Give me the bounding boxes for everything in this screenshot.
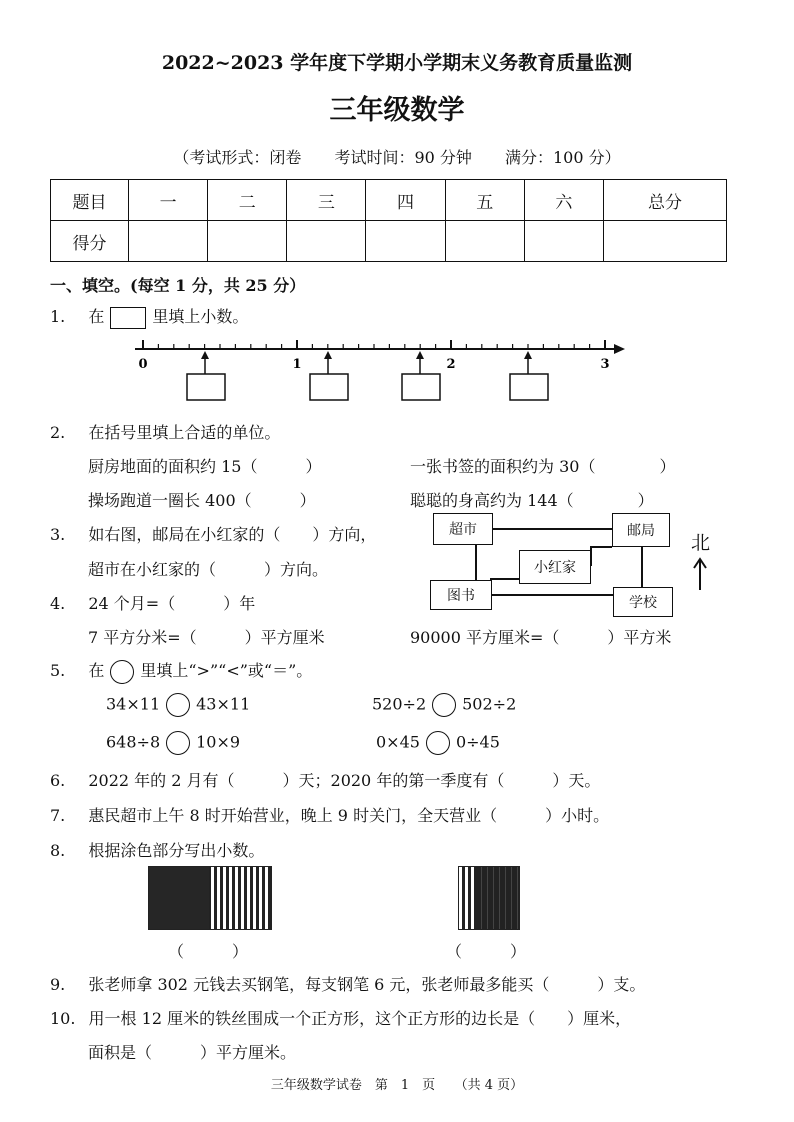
score-label: 得分: [51, 221, 129, 262]
score-table-cell: 六: [524, 180, 603, 221]
question-number: 4.: [50, 594, 66, 613]
expr-right: 43×11: [196, 694, 251, 714]
shaded-square-striped: [210, 866, 272, 930]
answer-box-3: [402, 374, 440, 400]
exam-info: [0, 145, 794, 168]
compare-circle-icon[interactable]: [426, 731, 450, 755]
score-table-cell: 五: [445, 180, 524, 221]
section-title: 一、填空。(每空 1 分，共 25 分）: [50, 276, 306, 295]
q3-line2: 超市在小红家的（ ）方向。: [88, 560, 329, 579]
number-line-ticks: [143, 340, 605, 349]
score-table-cell: 二: [208, 180, 287, 221]
compare-circle-icon: [110, 660, 134, 684]
tick-label-0: 0: [138, 357, 148, 372]
q8-text: 根据涂色部分写出小数。: [88, 841, 265, 860]
answer-pointer-4: [510, 351, 548, 400]
expr-right: 0÷45: [455, 732, 500, 752]
map-library: 图书: [430, 580, 492, 610]
question-10: [50, 1006, 631, 1029]
score-table-cell: 一: [129, 180, 208, 221]
exam-form: （考试形式：闭卷: [173, 148, 302, 167]
tick-label-2: 2: [446, 357, 456, 372]
north-label: 北: [691, 532, 711, 554]
score-cell-blank[interactable]: [129, 221, 208, 262]
question-2: [50, 420, 280, 443]
map-school: 学校: [613, 587, 673, 617]
q5-row-c: [106, 731, 240, 755]
score-table-cell: 三: [287, 180, 366, 221]
q6-text: 2022 年的 2 月有（ ）天；2020 年的第一季度有（ ）天。: [88, 771, 601, 790]
question-number: 10.: [50, 1009, 76, 1028]
shaded-part: [476, 867, 518, 929]
question-7: [50, 803, 609, 826]
page-footer: 三年级数学试卷 第 1 页 （共 4 页）: [270, 1078, 524, 1093]
question-number: 8.: [50, 841, 66, 860]
tick-label-3: 3: [600, 357, 610, 372]
q5-row-d: [376, 731, 500, 755]
q9-text: 张老师拿 302 元钱去买钢笔，每支钢笔 6 元，张老师最多能买（ ）支。: [88, 975, 646, 994]
q3-line1: 如右图，邮局在小红家的（ ）方向，: [88, 525, 377, 544]
question-9: [50, 972, 645, 995]
expr-left: 0×45: [376, 732, 420, 752]
expr-right: 10×9: [196, 732, 241, 752]
exam-time: 考试时间：90 分钟: [334, 148, 472, 167]
q5-post: 里填上“>”“<”或“＝”。: [140, 661, 313, 680]
compare-circle-icon[interactable]: [166, 731, 190, 755]
answer-pointer-1: [187, 351, 225, 400]
question-number: 6.: [50, 771, 66, 790]
compare-circle-icon[interactable]: [166, 693, 190, 717]
shaded-square-full: [148, 866, 210, 930]
question-1: [50, 304, 248, 329]
answer-box-4: [510, 374, 548, 400]
expr-left: 34×11: [106, 694, 161, 714]
answer-box-icon: [110, 307, 146, 329]
question-4: [50, 591, 255, 614]
q10-line1: 用一根 12 厘米的铁丝围成一个正方形，这个正方形的边长是（ ）厘米，: [88, 1009, 632, 1028]
expr-left: 648÷8: [106, 732, 161, 752]
q2-item-b: 一张书签的面积约为 30（ ）: [410, 457, 676, 476]
map-supermarket: 超市: [433, 513, 493, 545]
compare-circle-icon[interactable]: [432, 693, 456, 717]
question-number: 5.: [50, 661, 66, 680]
number-line: [130, 334, 630, 414]
map-road: [490, 594, 614, 596]
q8-answer-1: （ ）: [168, 942, 249, 961]
score-cell-blank[interactable]: [366, 221, 445, 262]
question-number: 1.: [50, 307, 66, 326]
question-5: [50, 658, 312, 684]
question-number: 2.: [50, 423, 66, 442]
score-cell-blank[interactable]: [445, 221, 524, 262]
question-6: [50, 768, 600, 791]
question-number: 7.: [50, 806, 66, 825]
full-score: 满分：100 分）: [505, 148, 621, 167]
map-road: [641, 545, 643, 587]
map-road: [490, 578, 520, 580]
score-cell-blank[interactable]: [208, 221, 287, 262]
score-table-score-row: [51, 221, 727, 262]
answer-box-2: [310, 374, 348, 400]
answer-pointer-3: [402, 351, 440, 400]
question-3: [50, 522, 376, 545]
score-table: [50, 179, 727, 262]
north-arrow-icon: [692, 556, 708, 592]
map-xiaohong-home: 小红家: [519, 550, 591, 584]
number-line-arrow-icon: [614, 344, 625, 354]
q1-post: 里填上小数。: [152, 307, 249, 326]
q4-line1: 24 个月=（ ）年: [88, 594, 256, 613]
q2-item-c: 操场跑道一圈长 400（ ）: [88, 491, 316, 510]
q2-text: 在括号里填上合适的单位。: [88, 423, 281, 442]
score-table-cell: 四: [366, 180, 445, 221]
score-cell-blank[interactable]: [524, 221, 603, 262]
q2-item-d: 聪聪的身高约为 144（ ）: [410, 491, 654, 510]
q5-row-b: [372, 693, 516, 717]
q7-text: 惠民超市上午 8 时开始营业，晚上 9 时关门，全天营业（ ）小时。: [88, 806, 610, 825]
question-number: 3.: [50, 525, 66, 544]
q5-pre: 在: [88, 661, 105, 680]
score-cell-blank[interactable]: [604, 221, 727, 262]
expr-left: 520÷2: [372, 694, 427, 714]
map-road: [493, 528, 613, 530]
question-number: 9.: [50, 975, 66, 994]
q1-pre: 在: [88, 307, 105, 326]
q4-line2a: 7 平方分米=（ ）平方厘米: [88, 628, 325, 647]
subject-title: 三年级数学: [329, 95, 465, 126]
answer-box-1: [187, 374, 225, 400]
exam-header-title: 2022~2023 学年度下学期小学期末义务教育质量监测: [161, 52, 633, 74]
q2-item-a: 厨房地面的面积约 15（ ）: [88, 457, 322, 476]
score-cell-blank[interactable]: [287, 221, 366, 262]
score-table-cell: 题目: [51, 180, 129, 221]
map-post-office: 邮局: [612, 513, 670, 547]
q10-line2: 面积是（ ）平方厘米。: [88, 1043, 297, 1062]
q5-row-a: [106, 693, 250, 717]
score-table-header-row: [51, 180, 727, 221]
expr-right: 502÷2: [462, 694, 517, 714]
map-road: [475, 545, 477, 580]
score-table-cell: 总分: [604, 180, 727, 221]
q4-line2b: 90000 平方厘米=（ ）平方米: [410, 628, 672, 647]
q8-answer-2: （ ）: [446, 942, 527, 961]
answer-pointer-2: [310, 351, 348, 400]
question-8: [50, 838, 264, 861]
map-road: [590, 546, 612, 548]
tick-label-1: 1: [292, 357, 302, 372]
